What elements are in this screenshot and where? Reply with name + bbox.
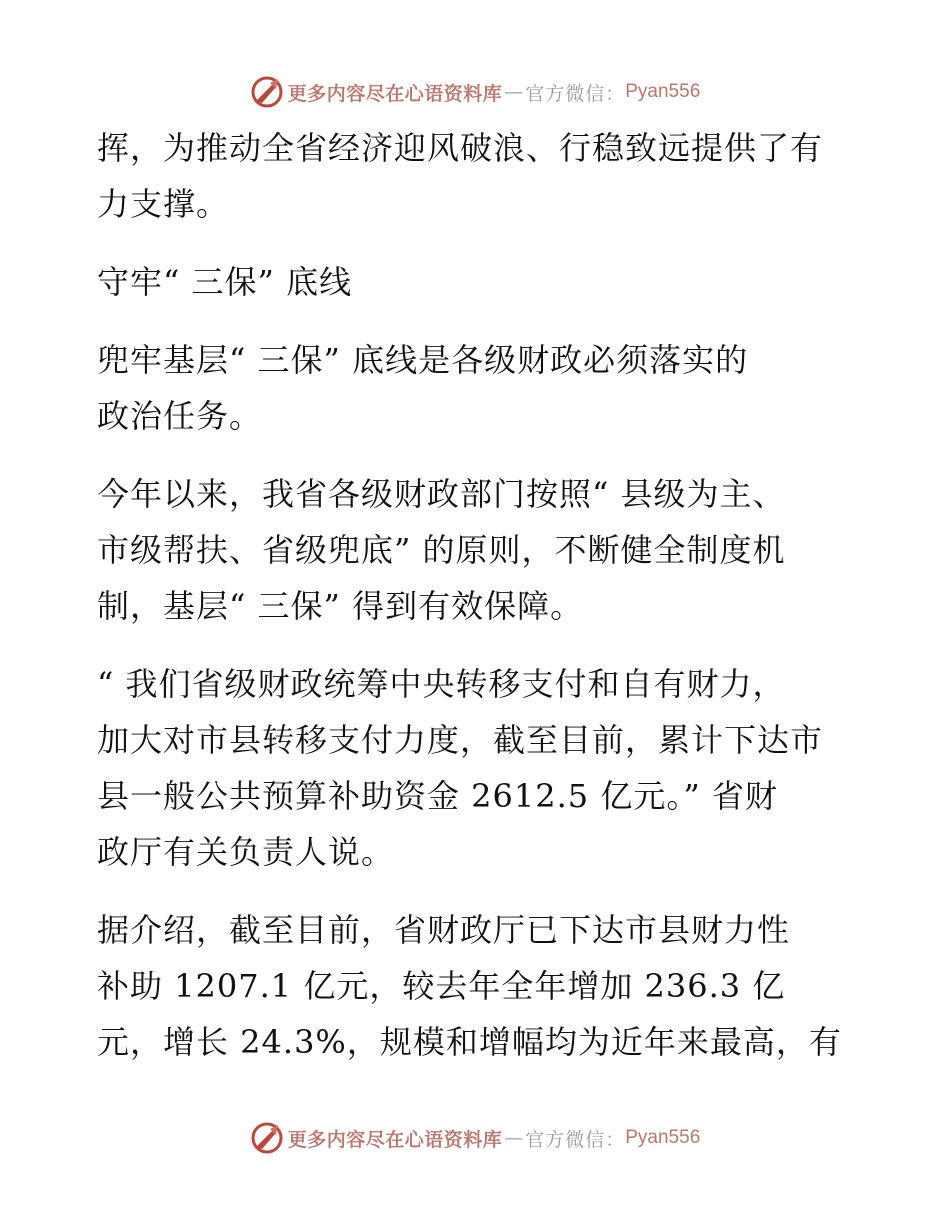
text-line: 市级帮扶、省级兜底” 的原则，不断健全制度机 (97, 531, 786, 569)
document-body (97, 120, 857, 1070)
section-heading: 守牢“ 三保” 底线 (97, 263, 353, 301)
watermark-wechat-id: Pyan556 (625, 1127, 701, 1148)
header-watermark (0, 72, 950, 112)
watermark-official-label: 官方微信： (525, 82, 626, 105)
text-line: 今年以来，我省各级财政部门按照“ 县级为主、 (97, 475, 786, 513)
watermark-text: 更多内容尽在心语资料库 (287, 1128, 503, 1151)
text-line: 力支撑。 (97, 185, 230, 223)
text-line: 制，基层“ 三保” 得到有效保障。 (97, 587, 584, 625)
watermark-dash: — (504, 81, 524, 103)
text-line: 元，增长 24.3%，规模和增幅均为近年来最高，有 (97, 1023, 842, 1061)
text-line: 兜牢基层“ 三保” 底线是各级财政必须落实的 (97, 341, 749, 379)
footer-watermark (0, 1118, 950, 1158)
watermark-dash: — (504, 1127, 524, 1149)
text-line: 据介绍，截至目前，省财政厅已下达市县财力性 (97, 911, 791, 949)
red-pen-logo-icon (250, 75, 284, 109)
watermark-official-label: 官方微信： (525, 1128, 626, 1151)
watermark-wechat-id: Pyan556 (625, 81, 701, 102)
text-line: “ 我们省级财政统筹中央转移支付和自有财力， (97, 665, 786, 703)
watermark-text: 更多内容尽在心语资料库 (287, 82, 503, 105)
text-line: 政厅有关负责人说。 (97, 833, 395, 871)
text-line: 加大对市县转移支付力度，截至目前，累计下达市 (97, 721, 824, 759)
text-line: 补助 1207.1 亿元，较去年全年增加 236.3 亿 (97, 967, 786, 1005)
text-line: 县一般公共预算补助资金 2612.5 亿元。” 省财 (97, 777, 778, 815)
text-line: 政治任务。 (97, 397, 263, 435)
text-line: 挥，为推动全省经济迎风破浪、行稳致远提供了有 (97, 129, 824, 167)
red-pen-logo-icon (250, 1121, 284, 1155)
